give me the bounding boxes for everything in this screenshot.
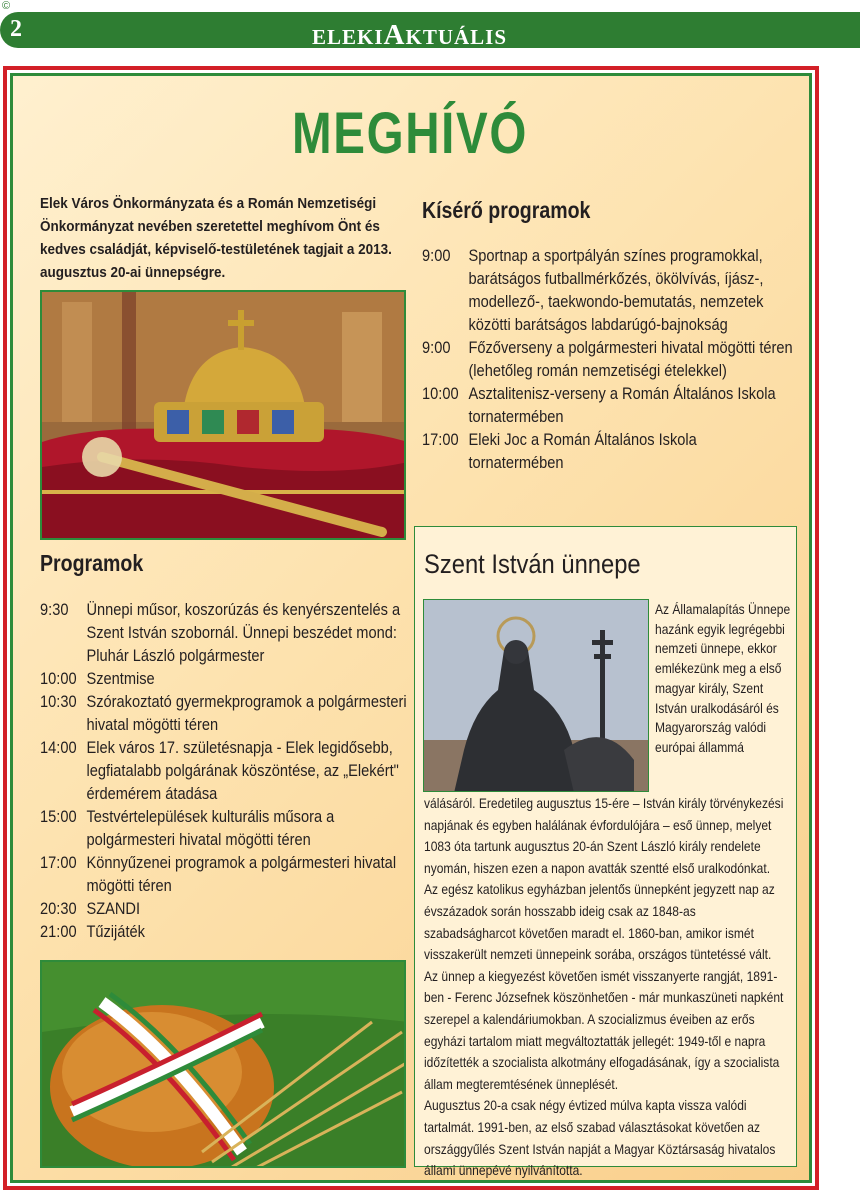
szent-istvan-statue-image <box>423 599 649 792</box>
masthead-title <box>312 19 507 52</box>
schedule-row <box>422 244 794 336</box>
schedule-desc: Sportnap a sportpályán színes programokkal, barátságos futballmérkőzés, ökölvívás, íjász-, modellező-, taekwondo-bemutatás, nemzetek közötti barátságos labdarúgó-bajnokság <box>468 246 764 334</box>
masthead-rest: KTUÁLIS <box>405 25 508 49</box>
bread-image <box>40 960 406 1168</box>
schedule-desc: Eleki Joc a Román Általános Iskola tornatermében <box>468 430 697 472</box>
schedule-row <box>40 667 412 690</box>
schedule-desc: Főzőverseny a polgármesteri hivatal mögötti téren (lehetőleg román nemzetiségi ételekkel) <box>468 338 793 380</box>
statue-illustration <box>424 600 649 792</box>
body-paragraph: Augusztus 20-a csak négy évtized múlva kapta vissza valódi tartalmát. 1991-ben, az első szabad választásokat követően az országgyűlés Szent István napját a Magyar Köztársaság hivatalos állami ünnepévé nyilvánította. <box>424 1097 776 1179</box>
schedule-desc: SZANDI <box>86 899 141 918</box>
holy-crown-image <box>40 290 406 540</box>
schedule-time: 14:00 <box>40 738 77 757</box>
copyright-mark: © <box>2 0 11 12</box>
schedule-row <box>422 428 794 474</box>
schedule-row <box>422 336 794 382</box>
kisero-schedule <box>422 244 794 474</box>
szent-istvan-side-text: Az Államalapítás Ünnepe hazánk egyik legrégebbi nemzeti ünnepe, ekkor emlékezünk meg a első magyar király, Szent István uralkodásáról és Magyarország valódi európai állammá <box>655 601 791 755</box>
schedule-desc: Asztalitenisz-verseny a Román Általános Iskola tornatermében <box>468 384 776 426</box>
intro-paragraph: Elek Város Önkormányzata és a Román Nemzetiségi Önkormányzat nevében szeretettel meghívom Önt és kedves családját, képviselő-testületének tagjait a 2013. augusztus 20-ai ünnepségre. <box>40 195 392 281</box>
schedule-time: 17:00 <box>422 430 459 449</box>
schedule-row <box>40 736 412 805</box>
schedule-row <box>40 897 412 920</box>
schedule-time: 21:00 <box>40 922 77 941</box>
schedule-time: 10:30 <box>40 692 77 711</box>
schedule-time: 10:00 <box>422 384 459 403</box>
programok-heading: Programok <box>40 550 144 576</box>
szent-istvan-heading: Szent István ünnepe <box>424 549 641 579</box>
schedule-row <box>40 690 412 736</box>
masthead-prefix: ELEKI <box>312 25 384 49</box>
schedule-row <box>40 920 412 943</box>
schedule-desc: Szórakoztató gyermekprogramok a polgármesteri hivatal mögötti téren <box>86 692 407 734</box>
schedule-time: 15:00 <box>40 807 77 826</box>
page-title: MEGHÍVÓ <box>291 101 529 166</box>
schedule-time: 20:30 <box>40 899 77 918</box>
programok-schedule <box>40 598 412 943</box>
schedule-desc: Szentmise <box>86 669 155 688</box>
schedule-row <box>422 382 794 428</box>
schedule-row <box>40 598 412 667</box>
szent-istvan-body <box>424 793 785 1182</box>
schedule-desc: Testvértelepülések kulturális műsora a polgármesteri hivatal mögötti téren <box>86 807 335 849</box>
header-bar <box>0 12 860 51</box>
bread-illustration <box>42 962 406 1168</box>
schedule-desc: Könnyűzenei programok a polgármesteri hivatal mögötti téren <box>86 853 397 895</box>
holy-crown-illustration <box>42 292 406 540</box>
page-number: 2 <box>10 16 22 42</box>
schedule-time: 9:00 <box>422 338 451 357</box>
schedule-desc: Ünnepi műsor, koszorúzás és kenyérszentelés a Szent István szobornál. Ünnepi beszédet mond: Pluhár László polgármester <box>86 600 401 665</box>
kisero-programok-heading: Kísérő programok <box>422 197 591 223</box>
szent-istvan-box <box>414 526 797 1179</box>
schedule-row <box>40 805 412 851</box>
masthead-initial: A <box>383 19 406 51</box>
schedule-desc: Elek város 17. születésnapja - Elek legidősebb, legfiatalabb polgárának köszöntése, az „Elekért" érdemérem átadása <box>86 738 399 803</box>
schedule-time: 9:00 <box>422 246 451 265</box>
schedule-time: 9:30 <box>40 600 69 619</box>
body-paragraph: válásáról. Eredetileg augusztus 15-ére – István király törvénykezési napjának és egyben halálának évfordulójára – eső ünnep, melyet 1083 óta tartunk augusztus 20-án Szent László király rendelete nyomán, hiszen ezen a napon avatták szentté első uralkodónkat. Az egész katolikus egyházban jelentős ünnepként jegyzett nap az évszázadok során hosszabb ideig csak az 1848-as szabadságharcot követően maradt el. 1860-ban, amikor ismét visszakerült nemzeti ünnepeink sorába, országos tüntetéssé vált. Az ünnep a kiegyezést követően ismét visszanyerte rangját, 1891-ben - Ferenc Józsefnek köszönhetően - már munkaszüneti napként szerepel a kalendáriumokban. A szocializmus éveiben az erős egyházi tartalom miatt megváltoztatták jellegét: 1949-től e napra időzítették a szocialista alkotmány elfogadásának, így a szocialista állam megteremtésének ünneplését. <box>424 795 784 1092</box>
schedule-time: 10:00 <box>40 669 77 688</box>
schedule-desc: Tűzijáték <box>86 922 145 941</box>
schedule-row <box>40 851 412 897</box>
schedule-time: 17:00 <box>40 853 77 872</box>
